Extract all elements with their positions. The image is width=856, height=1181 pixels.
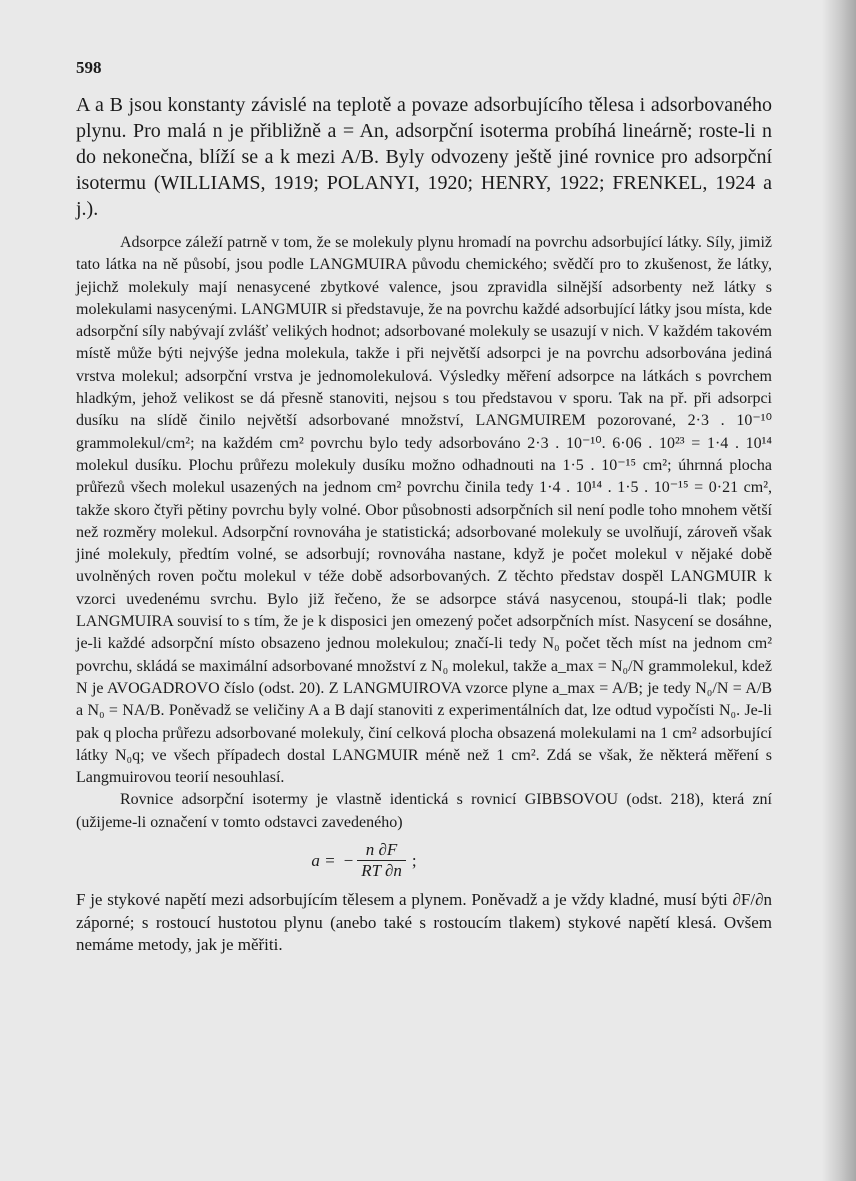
scan-shadow-edge [822, 0, 856, 1181]
gibbs-equation [76, 840, 772, 881]
equation-numerator: n ∂F [357, 840, 406, 861]
conclusion-paragraph: F je stykové napětí mezi adsorbujícím tělesem a plynem. Poněvadž a je vždy kladné, musí býti ∂F/∂n záporné; s rostoucí hustotou plynu (anebo také s rostoucím tlakem) stykové napětí klesá. Ovšem nemáme metody, jak je měřiti. [76, 890, 772, 955]
equation-lhs: a = [311, 850, 336, 870]
intro-paragraph: A a B jsou konstanty závislé na teplotě a povaze adsorbujícího tělesa i adsorbovaného plynu. Pro malá n je přibližně a = An, adsorpční isoterma probíhá lineárně; roste-li n do nekonečna, blíží se a k mezi A/B. Byly odvozeny ještě jiné rovnice pro adsorpční isotermu (WILLIAMS, 1919; POLANYI, 1920; HENRY, 1922; FRENKEL, 1924 a j.). [76, 94, 772, 220]
book-page [76, 58, 772, 957]
langmuir-paragraph: Adsorpce záleží patrně v tom, že se molekuly plynu hromadí na povrchu adsorbující látky. Síly, jimiž tato látka na ně působí, jsou podle LANGMUIRA původu chemického; svědčí pro to zkušenost, že látky, jejichž molekuly mají nenasycené zbytkové valence, jsou zpravidla silnější adsorbenty než látky s molekulami nasycenými. LANGMUIR si představuje, že na povrchu každé adsorbující látky jsou místa, kde adsorpční síly nabývají zvlášť velikých hodnot; adsorbované molekuly se usazují v nich. V každém takovém místě může býti nejvýše jedna molekula, takže i při největší adsorpci je na povrchu adsorbována jediná vrstva molekul; adsorpční vrstva je jednomolekulová. Výsledky měření adsorpce na látkách s povrchem hladkým, jehož velikost se dá přesně stanoviti, nejsou s tou představou v sporu. Tak na př. při adsorpci dusíku na slídě činilo největší adsorbované množství, LANGMUIREM pozorované, 2·3 . 10⁻¹⁰ grammolekul/cm²; na každém cm² povrchu bylo tedy adsorbováno 2·3 . 10⁻¹⁰. 6·06 . 10²³ = 1·4 . 10¹⁴ molekul dusíku. Plochu průřezu molekuly dusíku možno odhadnouti na 1·5 . 10⁻¹⁵ cm²; úhrnná plocha průřezů všech molekul usazených na jednom cm² povrchu činila tedy 1·4 . 10¹⁴ . 1·5 . 10⁻¹⁵ = 0·21 cm², takže skoro čtyři pětiny povrchu byly volné. Obor působnosti adsorpčních sil není podle toho mnohem větší než rozměry molekul. Adsorpční rovnováha je statistická; adsorbované molekuly se uvolňují, zároveň však jiné molekuly, předtím volné, se adsorbují; rovnováha nastane, když je počet molekul v nějaké době uvolněných roven počtu molekul v téže době adsorbovaných. Z těchto představ dospěl LANGMUIR k vzorci uvedenému svrchu. Bylo již řečeno, že se adsorpce stává nasycenou, stoupá-li tlak; podle LANGMUIRA souvisí to s tím, že je k disposici jen omezený počet adsorpčních míst. Nasycení se dosáhne, je-li každé adsorpční místo obsazeno jednou molekulou; značí-li tedy N₀ počet těch míst na jednom cm² povrchu, skládá se maximální adsorbované množství z N₀ molekul, takže a_max = N₀/N grammolekul, kdež N je AVOGADROVO číslo (odst. 20). Z LANGMUIROVA vzorce plyne a_max = A/B; je tedy N₀/N = A/B a N₀ = NA/B. Poněvadž se veličiny A a B dají stanoviti z experimentálních dat, lze odtud vypočísti N₀. Je-li pak q plocha průřezu adsorbované molekuly, činí celková plocha obsazená molekulami na 1 cm² adsorbující látky N₀q; ve všech případech dostal LANGMUIR méně než 1 cm². Zdá se však, že některá měření s Langmuirovou teorií nesouhlasí. [76, 234, 772, 787]
equation-rhs [344, 840, 417, 881]
equation-tail: ; [411, 850, 417, 870]
page-number: 598 [76, 58, 102, 77]
equation-minus: − [343, 850, 354, 870]
equation-denominator: RT ∂n [361, 861, 402, 881]
gibbs-paragraph: Rovnice adsorpční isotermy je vlastně identická s rovnicí GIBBSOVOU (odst. 218), která zní (užijeme-li označení v tomto odstavci zavedeného) [76, 791, 772, 831]
equation-fraction [357, 840, 406, 881]
